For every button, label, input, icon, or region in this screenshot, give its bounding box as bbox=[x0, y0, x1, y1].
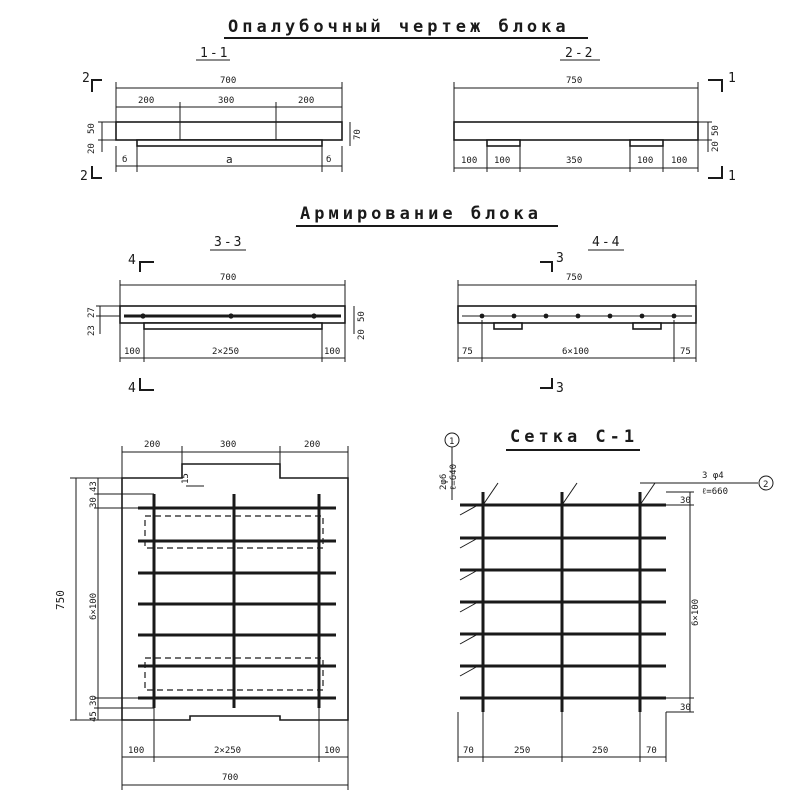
dim-right-30-bottom: 30 bbox=[680, 703, 691, 713]
section-1-1 bbox=[80, 46, 363, 184]
formwork-title-text: Опалубочный чертеж блока bbox=[228, 17, 570, 37]
dim-seg-3: 200 bbox=[298, 96, 315, 106]
dim-bottom-100-right: 100 bbox=[324, 347, 341, 357]
cut-mark-3-bottom: 3 bbox=[556, 381, 566, 396]
callout-2-spec: 3 φ4 bbox=[702, 471, 724, 481]
rebar-section-dot bbox=[608, 314, 613, 319]
block-body bbox=[116, 122, 342, 140]
dim-bottom-6x100: 6×100 bbox=[562, 347, 590, 357]
dim-bottom-700: 700 bbox=[222, 773, 239, 783]
dim-height-50: 50 bbox=[87, 123, 97, 134]
cut-mark-3-top: 3 bbox=[556, 251, 566, 266]
dim-left-6x100: 6×100 bbox=[89, 592, 99, 620]
dim-bottom-b-left: б bbox=[122, 155, 128, 165]
dim-bottom-2x250: 2×250 bbox=[214, 746, 242, 756]
cut-mark-1-top: 1 bbox=[728, 71, 738, 86]
cut-arrow-1-top bbox=[708, 80, 722, 92]
dim-bottom-100-left: 100 bbox=[124, 347, 141, 357]
support-right bbox=[630, 140, 663, 146]
section-1-1-label: 1-1 bbox=[200, 46, 230, 61]
section-4-4 bbox=[458, 235, 696, 396]
rebar-section-dot bbox=[311, 313, 316, 318]
formwork-title bbox=[224, 17, 588, 38]
support-right bbox=[633, 323, 661, 329]
dim-bottom-3: 350 bbox=[566, 156, 583, 166]
dim-left-45: 45 bbox=[89, 711, 99, 722]
dim-height-70: 70 bbox=[353, 129, 363, 140]
block-body bbox=[454, 122, 698, 140]
dim-bottom-5: 100 bbox=[671, 156, 688, 166]
cut-arrow-4-bottom bbox=[140, 378, 154, 390]
dim-right-30-top: 30 bbox=[680, 496, 691, 506]
dim-top-300: 300 bbox=[220, 440, 237, 450]
cut-mark-4-top: 4 bbox=[128, 253, 138, 268]
mesh-c1 bbox=[439, 427, 773, 762]
dim-overall-700: 700 bbox=[220, 76, 237, 86]
reinforcement-title-text: Армирование блока bbox=[300, 204, 542, 224]
cut-arrow-1-bottom bbox=[708, 166, 722, 178]
plan-view bbox=[54, 440, 348, 790]
support-left bbox=[487, 140, 520, 146]
dim-bottom-2: 100 bbox=[494, 156, 511, 166]
dim-overall-700: 700 bbox=[220, 273, 237, 283]
cut-arrow-3-top bbox=[540, 262, 552, 272]
dim-top-200-left: 200 bbox=[144, 440, 161, 450]
dim-height-27: 27 bbox=[87, 307, 97, 318]
support-left bbox=[494, 323, 522, 329]
dim-height-23: 23 bbox=[87, 325, 97, 336]
rebar-section-dot bbox=[544, 314, 549, 319]
callout-1-length: ℓ=640 bbox=[449, 464, 459, 490]
dim-left-30-bottom: 30 bbox=[89, 695, 99, 706]
section-2-2-label: 2-2 bbox=[565, 46, 595, 61]
cut-mark-2-bottom: 2 bbox=[80, 169, 90, 184]
dim-bottom-75-left: 75 bbox=[462, 347, 473, 357]
dim-bottom-4: 100 bbox=[637, 156, 654, 166]
dim-height-50: 50 bbox=[711, 125, 721, 136]
cut-mark-4-bottom: 4 bbox=[128, 381, 138, 396]
dim-bottom-70-right: 70 bbox=[646, 746, 657, 756]
dim-left-750: 750 bbox=[54, 590, 67, 610]
dim-bottom-70-left: 70 bbox=[463, 746, 474, 756]
callout-1-spec: 2φ6 bbox=[439, 473, 449, 490]
callout-2-id: 2 bbox=[763, 480, 769, 490]
dim-bottom-a: а bbox=[226, 153, 233, 166]
dim-height-20: 20 bbox=[357, 329, 367, 340]
dim-bottom-2x250: 2×250 bbox=[212, 347, 240, 357]
dim-right-6x100: 6×100 bbox=[691, 598, 701, 626]
cut-arrow-4-top bbox=[140, 262, 154, 272]
rebar-section-dot bbox=[512, 314, 517, 319]
dim-height-20: 20 bbox=[711, 141, 721, 152]
dim-bottom-100-left: 100 bbox=[128, 746, 145, 756]
rebar-section-dot bbox=[672, 314, 677, 319]
rebar-section-dot bbox=[640, 314, 645, 319]
dim-left-30-top: 30 bbox=[89, 497, 99, 508]
rebar-section-dot bbox=[140, 313, 145, 318]
cut-arrow-3-bottom bbox=[540, 378, 552, 388]
rebar-section-dot bbox=[576, 314, 581, 319]
cut-mark-2-top: 2 bbox=[82, 71, 92, 86]
section-2-2 bbox=[454, 46, 738, 184]
dim-overall-750: 750 bbox=[566, 76, 583, 86]
callout-2-length: ℓ=660 bbox=[702, 487, 728, 497]
dim-bottom-1: 100 bbox=[461, 156, 478, 166]
reinforcement-title bbox=[296, 204, 558, 226]
dim-seg-1: 200 bbox=[138, 96, 155, 106]
rebar-section-dot bbox=[228, 313, 233, 318]
block-rib bbox=[137, 140, 322, 146]
dim-bottom-b-right: б bbox=[326, 155, 332, 165]
dim-height-50: 50 bbox=[357, 311, 367, 322]
dim-height-20: 20 bbox=[87, 143, 97, 154]
callout-1-id: 1 bbox=[449, 437, 455, 447]
dim-bottom-75-right: 75 bbox=[680, 347, 691, 357]
section-3-3-label: 3-3 bbox=[214, 235, 244, 250]
rebar-section-dot bbox=[480, 314, 485, 319]
mesh-title-text: Сетка С-1 bbox=[510, 427, 639, 447]
dim-top-200-right: 200 bbox=[304, 440, 321, 450]
dim-bottom-100-right: 100 bbox=[324, 746, 341, 756]
dim-left-43: 43 bbox=[89, 481, 99, 492]
dim-notch-15: 15 bbox=[181, 473, 191, 484]
dim-overall-750: 750 bbox=[566, 273, 583, 283]
dim-bottom-250-left: 250 bbox=[514, 746, 531, 756]
cut-arrow-2-top bbox=[92, 80, 102, 92]
cut-arrow-2-bottom bbox=[92, 166, 102, 178]
dim-seg-2: 300 bbox=[218, 96, 235, 106]
cut-mark-1-bottom: 1 bbox=[728, 169, 738, 184]
block-rib bbox=[144, 323, 322, 329]
section-3-3 bbox=[87, 235, 367, 396]
dim-bottom-250-right: 250 bbox=[592, 746, 609, 756]
section-4-4-label: 4-4 bbox=[592, 235, 622, 250]
